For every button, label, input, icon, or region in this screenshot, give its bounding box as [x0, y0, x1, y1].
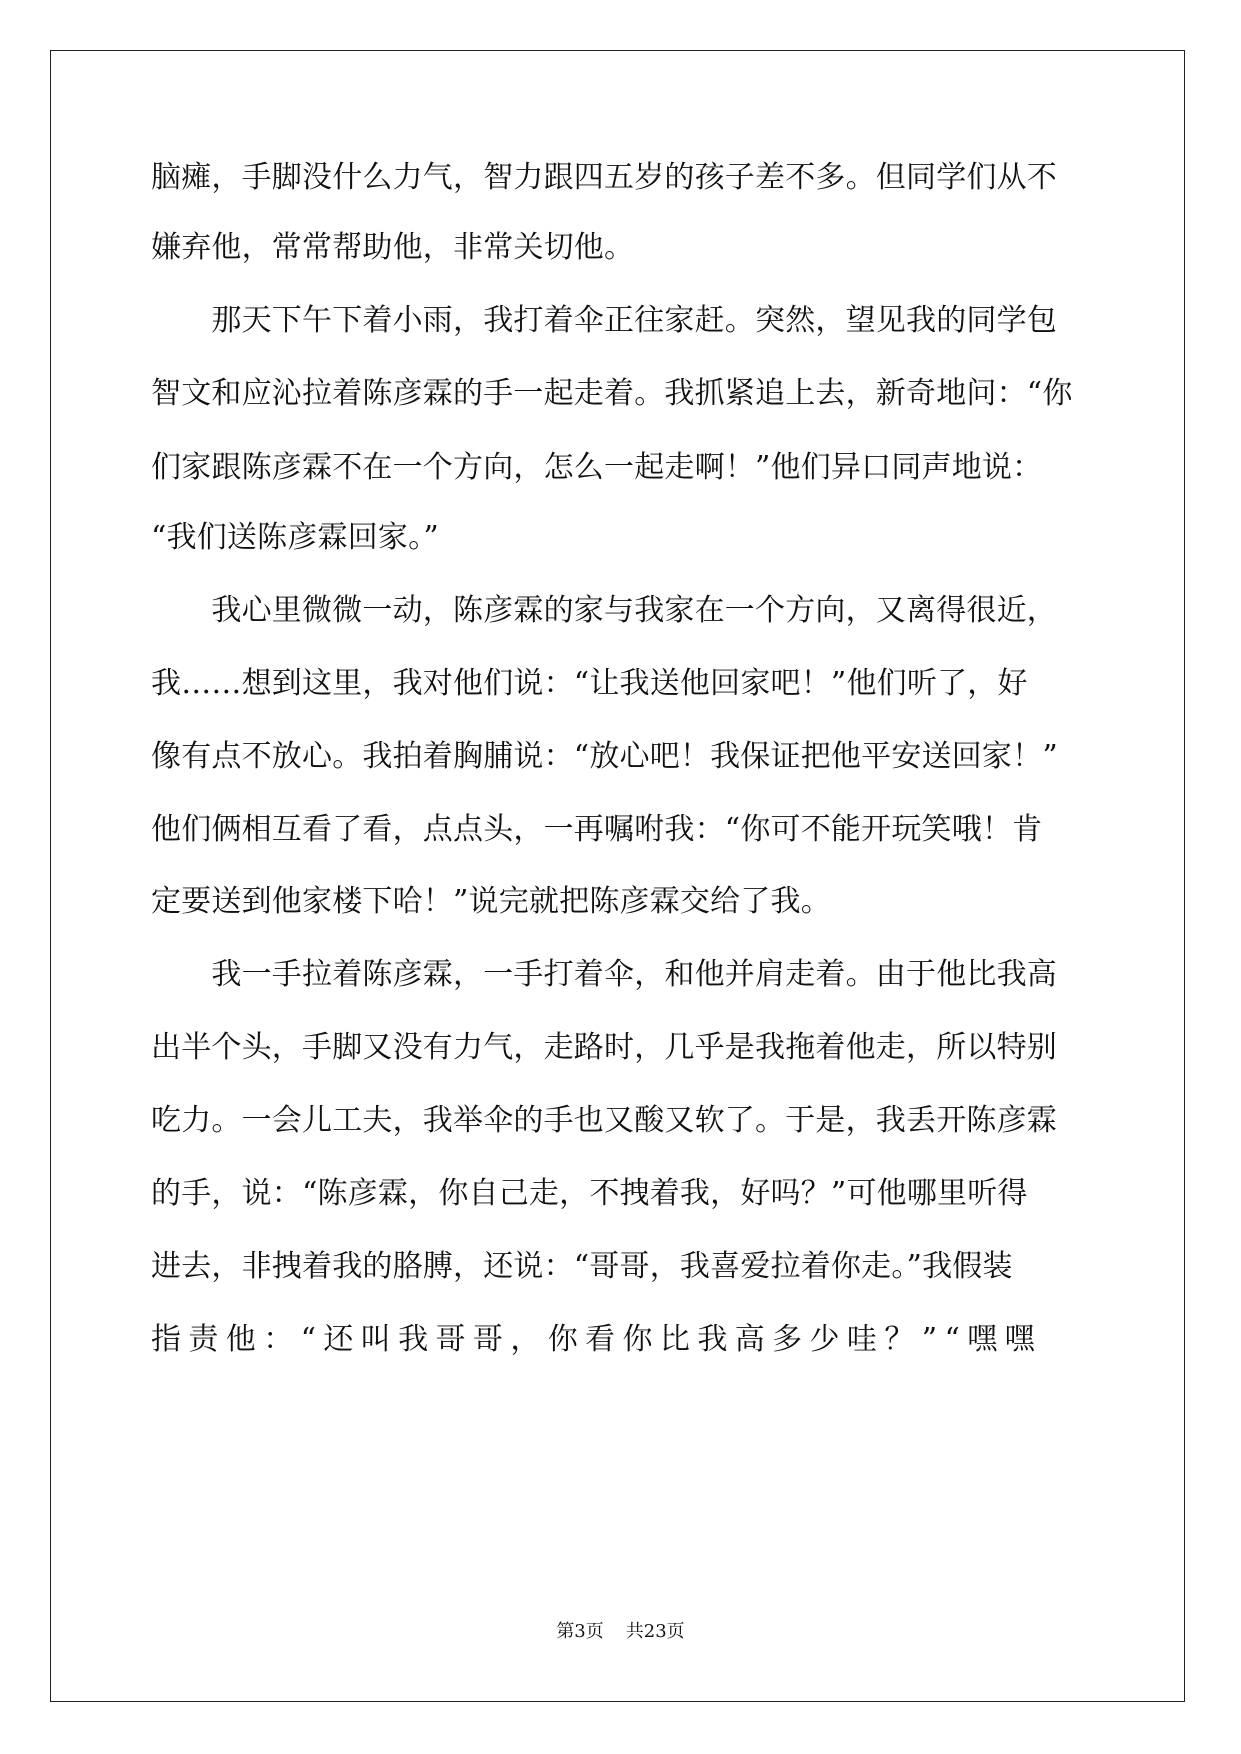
text-line: 我……想到这里，我对他们说：“让我送他回家吧！”他们听了，好 [151, 666, 1028, 701]
page-number: 第3页 [556, 1621, 604, 1642]
text-line: 我一手拉着陈彦霖，一手打着伞，和他并肩走着。由于他比我高 [151, 957, 1057, 992]
text-line: 的手，说：“陈彦霖，你自己走，不拽着我，好吗？”可他哪里听得 [151, 1176, 1028, 1211]
text-line: 脑瘫，手脚没什么力气，智力跟四五岁的孩子差不多。但同学们从不 [151, 160, 1057, 195]
text-line: 那天下午下着小雨，我打着伞正往家赶。突然，望见我的同学包 [151, 303, 1057, 338]
text-line: 进去，非拽着我的胳膊，还说：“哥哥，我喜爱拉着你走。”我假装 [151, 1249, 1013, 1284]
text-line: 出半个头，手脚又没有力气，走路时，几乎是我拖着他走，所以特别 [151, 1030, 1057, 1065]
text-line: 们家跟陈彦霖不在一个方向，怎么一起走啊！”他们异口同声地说： [151, 450, 1043, 485]
text-line: 像有点不放心。我拍着胸脯说：“放心吧！我保证把他平安送回家！” [151, 739, 1058, 774]
text-line: “我们送陈彦霖回家。” [151, 520, 439, 555]
text-line: 他们俩相互看了看，点点头，一再嘱咐我：“你可不能开玩笑哦！肯 [151, 812, 1043, 847]
text-line: 吃力。一会儿工夫，我举伞的手也又酸又软了。于是，我丢开陈彦霖 [151, 1103, 1057, 1138]
page-total: 共23页 [625, 1621, 685, 1642]
text-line: 智文和应沁拉着陈彦霖的手一起走着。我抓紧追上去，新奇地问：“你 [151, 376, 1073, 411]
text-line: 定要送到他家楼下哈！”说完就把陈彦霖交给了我。 [151, 884, 831, 919]
page-footer [0, 1620, 1241, 1644]
text-line: 我心里微微一动，陈彦霖的家与我家在一个方向，又离得很近， [151, 593, 1057, 628]
text-line: 指责他：“还叫我哥哥，你看你比我高多少哇？”“嘿嘿 [151, 1322, 1043, 1357]
text-line: 嫌弃他，常常帮助他，非常关切他。 [151, 230, 635, 265]
